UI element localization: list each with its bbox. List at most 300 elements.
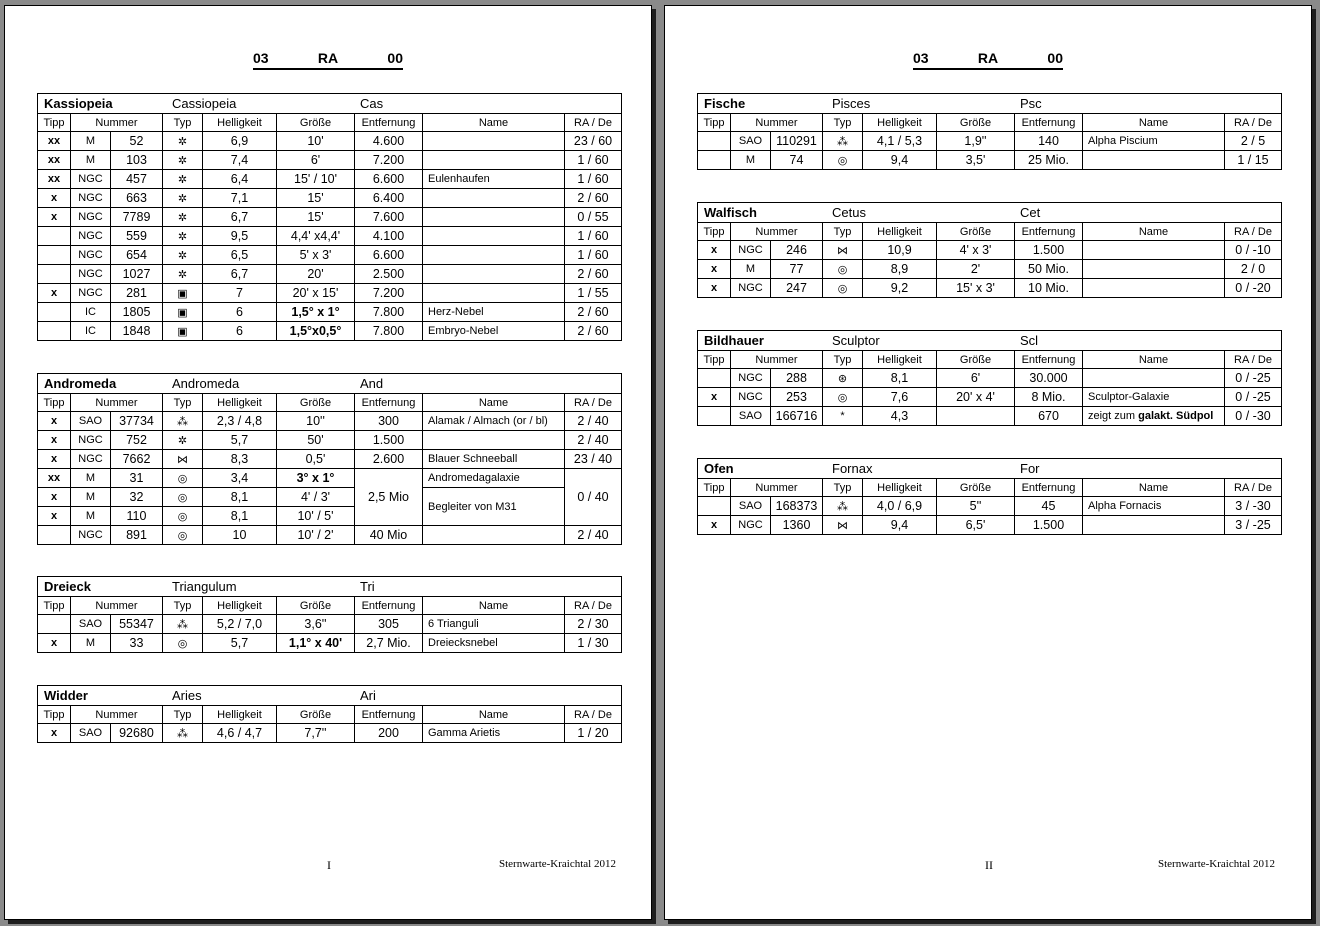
constellation-name: Walfisch <box>704 205 757 220</box>
cell-cat: NGC <box>71 284 111 303</box>
col-nummer: Nummer <box>731 479 823 497</box>
col-entfernung: Entfernung <box>1015 351 1083 369</box>
col-nummer: Nummer <box>71 114 163 132</box>
table-row <box>698 260 1282 279</box>
cell-name <box>423 151 565 170</box>
cell-mag: 10 <box>203 526 277 545</box>
open-cluster-icon: ✲ <box>177 154 188 167</box>
cell-tipp: xx <box>38 469 71 488</box>
cell-dist: 40 Mio <box>355 526 423 545</box>
cell-name <box>423 284 565 303</box>
cell-dist: 6.600 <box>355 246 423 265</box>
cell-num: 457 <box>111 170 163 189</box>
col-helligkeit: Helligkeit <box>203 597 277 615</box>
cell-name <box>1083 369 1225 388</box>
table-row <box>38 615 622 634</box>
col-groesse: Größe <box>937 114 1015 132</box>
cell-cat: NGC <box>71 431 111 450</box>
cell-num: 103 <box>111 151 163 170</box>
cell-typ <box>163 246 203 265</box>
cell-ra: 2 / 0 <box>1225 260 1282 279</box>
cell-dist: 50 Mio. <box>1015 260 1083 279</box>
col-ra-de: RA / De <box>1225 479 1282 497</box>
table-row <box>38 227 622 246</box>
cell-tipp <box>698 497 731 516</box>
cell-name: Alpha Piscium <box>1083 132 1225 151</box>
cell-num: 1360 <box>771 516 823 535</box>
cell-typ <box>163 615 203 634</box>
cell-cat: SAO <box>71 724 111 743</box>
cell-typ <box>163 634 203 653</box>
cell-num: 168373 <box>771 497 823 516</box>
cell-mag: 6,9 <box>203 132 277 151</box>
cell-cat: SAO <box>71 615 111 634</box>
cell-tipp: x <box>38 431 71 450</box>
cell-dist: 30.000 <box>1015 369 1083 388</box>
table-row <box>38 246 622 265</box>
cell-tipp: x <box>38 189 71 208</box>
cell-mag: 10,9 <box>863 241 937 260</box>
constellation-latin: Triangulum <box>172 579 237 594</box>
cell-num: 891 <box>111 526 163 545</box>
cell-size: 50' <box>277 431 355 450</box>
table-row <box>38 170 622 189</box>
cell-size: 20' <box>277 265 355 284</box>
column-header-row <box>698 351 1282 369</box>
constellation-header <box>38 686 622 706</box>
col-typ: Typ <box>163 394 203 412</box>
cell-ra: 3 / -30 <box>1225 497 1282 516</box>
col-helligkeit: Helligkeit <box>203 114 277 132</box>
col-ra-de: RA / De <box>1225 351 1282 369</box>
table-row <box>698 516 1282 535</box>
table-row <box>38 488 622 507</box>
cell-dist: 200 <box>355 724 423 743</box>
cell-num: 1848 <box>111 322 163 341</box>
col-tipp: Tipp <box>698 223 731 241</box>
double-star-icon: ⁂ <box>177 618 188 631</box>
constellation-table <box>697 458 1282 535</box>
cell-num: 166716 <box>771 407 823 426</box>
col-name: Name <box>423 394 565 412</box>
cell-tipp: xx <box>38 170 71 189</box>
constellation-name: Kassiopeia <box>44 96 113 111</box>
col-nummer: Nummer <box>71 394 163 412</box>
table-row <box>38 265 622 284</box>
cell-dist: 1.500 <box>1015 516 1083 535</box>
cell-mag: 4,3 <box>863 407 937 426</box>
col-ra-de: RA / De <box>1225 223 1282 241</box>
cell-mag: 4,6 / 4,7 <box>203 724 277 743</box>
col-typ: Typ <box>163 706 203 724</box>
cell-cat: NGC <box>731 388 771 407</box>
cell-name: Eulenhaufen <box>423 170 565 189</box>
cell-mag: 9,5 <box>203 227 277 246</box>
cell-mag: 6,7 <box>203 265 277 284</box>
constellation-abbr: For <box>1020 461 1040 476</box>
cell-ra: 1 / 15 <box>1225 151 1282 170</box>
col-helligkeit: Helligkeit <box>203 394 277 412</box>
cell-cat: M <box>71 634 111 653</box>
cell-tipp <box>38 526 71 545</box>
cell-tipp <box>698 369 731 388</box>
interacting-icon: ⋈ <box>837 519 848 532</box>
cell-name <box>423 189 565 208</box>
constellation-header <box>38 374 622 394</box>
cell-ra: 0 / -25 <box>1225 369 1282 388</box>
cell-mag: 7,1 <box>203 189 277 208</box>
cell-dist: 670 <box>1015 407 1083 426</box>
column-header-row <box>698 223 1282 241</box>
col-entfernung: Entfernung <box>1015 479 1083 497</box>
cell-mag: 6 <box>203 303 277 322</box>
cell-typ <box>823 151 863 170</box>
cell-cat: M <box>71 151 111 170</box>
col-nummer: Nummer <box>731 223 823 241</box>
title-hour: 03 <box>913 50 929 66</box>
cell-size: 20' x 4' <box>937 388 1015 407</box>
cell-typ <box>823 260 863 279</box>
page-number: II <box>985 858 993 872</box>
constellation-table <box>37 93 622 341</box>
cell-cat: NGC <box>71 265 111 284</box>
cell-size: 2' <box>937 260 1015 279</box>
cell-cat: NGC <box>731 279 771 298</box>
page-number: I <box>327 858 331 872</box>
constellation-name: Bildhauer <box>704 333 764 348</box>
cell-name <box>1083 260 1225 279</box>
cell-cat: SAO <box>731 497 771 516</box>
col-entfernung: Entfernung <box>1015 223 1083 241</box>
cell-tipp: xx <box>38 151 71 170</box>
nebula-icon: ▣ <box>177 306 188 319</box>
cell-dist: 7.200 <box>355 284 423 303</box>
cell-mag: 6,5 <box>203 246 277 265</box>
galaxy-icon: ◎ <box>177 472 188 485</box>
object-name: zeigt zum <box>1088 410 1139 422</box>
cell-dist: 2,7 Mio. <box>355 634 423 653</box>
col-nummer: Nummer <box>71 706 163 724</box>
cell-tipp: x <box>38 450 71 469</box>
col-nummer: Nummer <box>71 597 163 615</box>
cell-tipp <box>698 407 731 426</box>
cell-name <box>423 526 565 545</box>
open-cluster-icon: ✲ <box>177 173 188 186</box>
cell-num: 288 <box>771 369 823 388</box>
col-nummer: Nummer <box>731 114 823 132</box>
constellation-abbr: And <box>360 376 384 391</box>
cell-name <box>1083 407 1225 426</box>
cell-dist: 7.600 <box>355 208 423 227</box>
cell-mag: 2,3 / 4,8 <box>203 412 277 431</box>
cell-num: 77 <box>771 260 823 279</box>
cell-ra: 1 / 60 <box>565 170 622 189</box>
cell-typ <box>163 469 203 488</box>
col-groesse: Größe <box>937 351 1015 369</box>
constellation-name: Ofen <box>704 461 734 476</box>
cell-dist: 300 <box>355 412 423 431</box>
column-header-row <box>698 114 1282 132</box>
table-row <box>38 132 622 151</box>
cell-num: 559 <box>111 227 163 246</box>
galaxy-icon: ◎ <box>177 491 188 504</box>
cell-ra: 0 / -25 <box>1225 388 1282 407</box>
cell-ra: 1 / 20 <box>565 724 622 743</box>
cell-size: 15' <box>277 189 355 208</box>
cell-size: 6' <box>937 369 1015 388</box>
constellation-latin: Fornax <box>832 461 873 476</box>
cell-size: 20' x 15' <box>277 284 355 303</box>
table-row <box>38 189 622 208</box>
col-helligkeit: Helligkeit <box>863 223 937 241</box>
cell-ra: 0 / 40 <box>565 469 622 526</box>
cell-ra: 1 / 55 <box>565 284 622 303</box>
cell-mag: 6,7 <box>203 208 277 227</box>
cell-dist: 305 <box>355 615 423 634</box>
cell-tipp: x <box>698 279 731 298</box>
cell-name: Alamak / Almach (or / bl) <box>423 412 565 431</box>
cell-cat: NGC <box>71 526 111 545</box>
cell-size: 10' <box>277 132 355 151</box>
cell-name: Sculptor-Galaxie <box>1083 388 1225 407</box>
constellation-latin: Cassiopeia <box>172 96 237 111</box>
cell-ra: 23 / 40 <box>565 450 622 469</box>
globular-cluster-icon: ⊛ <box>837 372 848 385</box>
cell-typ <box>163 151 203 170</box>
column-header-row <box>698 479 1282 497</box>
galaxy-icon: ◎ <box>837 154 848 167</box>
cell-cat: M <box>71 488 111 507</box>
constellation-header <box>698 459 1282 479</box>
cell-cat: M <box>71 507 111 526</box>
cell-name <box>423 431 565 450</box>
col-name: Name <box>1083 479 1225 497</box>
cell-size: 6,5' <box>937 516 1015 535</box>
cell-dist: 2.500 <box>355 265 423 284</box>
double-star-icon: ⁂ <box>837 135 848 148</box>
cell-cat: NGC <box>71 227 111 246</box>
cell-typ <box>823 516 863 535</box>
cell-size: 10' / 2' <box>277 526 355 545</box>
table-row <box>38 208 622 227</box>
cell-typ <box>823 279 863 298</box>
cell-typ <box>163 724 203 743</box>
constellation-table <box>37 373 622 545</box>
cell-name <box>423 132 565 151</box>
cell-dist: 1.500 <box>1015 241 1083 260</box>
cell-name <box>423 265 565 284</box>
cell-tipp: x <box>698 516 731 535</box>
cell-typ <box>823 369 863 388</box>
cell-cat: M <box>731 260 771 279</box>
cell-dist: 1.500 <box>355 431 423 450</box>
open-cluster-icon: ✲ <box>177 192 188 205</box>
cell-name <box>1083 516 1225 535</box>
cell-mag: 8,3 <box>203 450 277 469</box>
interacting-icon: ⋈ <box>177 453 188 466</box>
open-cluster-icon: ✲ <box>177 268 188 281</box>
object-name-emphasis: galakt. Südpol <box>1138 410 1214 422</box>
col-entfernung: Entfernung <box>355 394 423 412</box>
cell-tipp <box>38 615 71 634</box>
cell-num: 654 <box>111 246 163 265</box>
col-groesse: Größe <box>937 223 1015 241</box>
open-cluster-icon: ✲ <box>177 135 188 148</box>
col-helligkeit: Helligkeit <box>863 351 937 369</box>
cell-name <box>423 227 565 246</box>
cell-num: 32 <box>111 488 163 507</box>
constellation-name: Fische <box>704 96 746 111</box>
cell-typ <box>163 265 203 284</box>
cell-name <box>1083 241 1225 260</box>
open-cluster-icon: ✲ <box>177 249 188 262</box>
cell-dist: 7.200 <box>355 151 423 170</box>
col-entfernung: Entfernung <box>355 706 423 724</box>
cell-dist: 2.600 <box>355 450 423 469</box>
table-row <box>38 634 622 653</box>
table-row <box>38 284 622 303</box>
constellation-name: Andromeda <box>44 376 117 391</box>
col-tipp: Tipp <box>38 114 71 132</box>
col-helligkeit: Helligkeit <box>203 706 277 724</box>
col-tipp: Tipp <box>698 114 731 132</box>
cell-cat: M <box>71 469 111 488</box>
col-tipp: Tipp <box>38 597 71 615</box>
cell-name: Dreiecksnebel <box>423 634 565 653</box>
cell-tipp: xx <box>38 132 71 151</box>
cell-dist: 4.600 <box>355 132 423 151</box>
col-nummer: Nummer <box>731 351 823 369</box>
cell-num: 33 <box>111 634 163 653</box>
cell-cat: NGC <box>71 170 111 189</box>
cell-tipp: x <box>38 507 71 526</box>
constellation-table <box>697 330 1282 426</box>
cell-ra: 2 / 5 <box>1225 132 1282 151</box>
col-tipp: Tipp <box>698 479 731 497</box>
cell-num: 7662 <box>111 450 163 469</box>
cell-tipp <box>698 151 731 170</box>
cell-typ <box>163 412 203 431</box>
table-row <box>698 497 1282 516</box>
cell-tipp <box>38 265 71 284</box>
page-title <box>5 50 651 70</box>
cell-mag: 9,4 <box>863 516 937 535</box>
cell-size: 0,5' <box>277 450 355 469</box>
cell-cat: SAO <box>731 132 771 151</box>
cell-cat: IC <box>71 322 111 341</box>
cell-size: 5'' <box>937 497 1015 516</box>
constellation-header <box>698 331 1282 351</box>
col-name: Name <box>1083 351 1225 369</box>
cell-mag: 6 <box>203 322 277 341</box>
constellation-table <box>37 685 622 743</box>
cell-cat: SAO <box>731 407 771 426</box>
table-row <box>38 431 622 450</box>
cell-mag: 6,4 <box>203 170 277 189</box>
cell-typ <box>163 488 203 507</box>
cell-ra: 2 / 40 <box>565 431 622 450</box>
title-ra: RA <box>317 50 339 66</box>
constellation-header <box>38 94 622 114</box>
cell-mag: 4,0 / 6,9 <box>863 497 937 516</box>
col-tipp: Tipp <box>698 351 731 369</box>
galaxy-icon: ◎ <box>837 263 848 276</box>
cell-cat: NGC <box>731 516 771 535</box>
cell-mag: 7,6 <box>863 388 937 407</box>
table-row <box>38 322 622 341</box>
cell-ra: 1 / 60 <box>565 246 622 265</box>
cell-cat: NGC <box>71 189 111 208</box>
cell-name: Blauer Schneeball <box>423 450 565 469</box>
cell-typ <box>823 241 863 260</box>
galaxy-icon: ◎ <box>177 637 188 650</box>
galaxy-icon: ◎ <box>837 282 848 295</box>
cell-num: 110291 <box>771 132 823 151</box>
cell-size: 5' x 3' <box>277 246 355 265</box>
cell-typ <box>163 431 203 450</box>
cell-typ <box>163 208 203 227</box>
cell-num: 7789 <box>111 208 163 227</box>
cell-ra: 1 / 30 <box>565 634 622 653</box>
col-ra-de: RA / De <box>565 597 622 615</box>
cell-typ <box>163 132 203 151</box>
table-row <box>38 450 622 469</box>
cell-tipp: x <box>698 260 731 279</box>
cell-size: 1,5° x 1° <box>277 303 355 322</box>
footer-credit: Sternwarte-Kraichtal 2012 <box>499 858 616 870</box>
cell-typ <box>163 284 203 303</box>
cell-num: 246 <box>771 241 823 260</box>
cell-dist: 45 <box>1015 497 1083 516</box>
cell-dist: 10 Mio. <box>1015 279 1083 298</box>
cell-num: 37734 <box>111 412 163 431</box>
double-star-icon: ⁂ <box>177 727 188 740</box>
cell-num: 752 <box>111 431 163 450</box>
cell-mag: 5,2 / 7,0 <box>203 615 277 634</box>
col-name: Name <box>423 706 565 724</box>
constellation-name: Widder <box>44 688 88 703</box>
cell-size: 3° x 1° <box>277 469 355 488</box>
col-groesse: Größe <box>937 479 1015 497</box>
table-row <box>38 724 622 743</box>
cell-size: 4' x 3' <box>937 241 1015 260</box>
col-tipp: Tipp <box>38 706 71 724</box>
cell-num: 281 <box>111 284 163 303</box>
cell-ra: 2 / 60 <box>565 265 622 284</box>
col-entfernung: Entfernung <box>355 114 423 132</box>
column-header-row <box>38 597 622 615</box>
cell-tipp <box>698 132 731 151</box>
cell-size: 15' / 10' <box>277 170 355 189</box>
constellation-name: Dreieck <box>44 579 91 594</box>
column-header-row <box>38 114 622 132</box>
cell-ra: 2 / 60 <box>565 322 622 341</box>
table-row <box>38 526 622 545</box>
table-row <box>38 469 622 488</box>
cell-typ <box>823 407 863 426</box>
cell-size: 7,7'' <box>277 724 355 743</box>
galaxy-icon: ◎ <box>177 529 188 542</box>
cell-name: Alpha Fornacis <box>1083 497 1225 516</box>
cell-ra: 2 / 60 <box>565 303 622 322</box>
cell-ra: 2 / 60 <box>565 189 622 208</box>
col-typ: Typ <box>823 351 863 369</box>
cell-dist: 2,5 Mio <box>355 469 423 526</box>
col-groesse: Größe <box>277 114 355 132</box>
cell-mag: 5,7 <box>203 431 277 450</box>
col-typ: Typ <box>823 479 863 497</box>
cell-mag: 8,1 <box>863 369 937 388</box>
